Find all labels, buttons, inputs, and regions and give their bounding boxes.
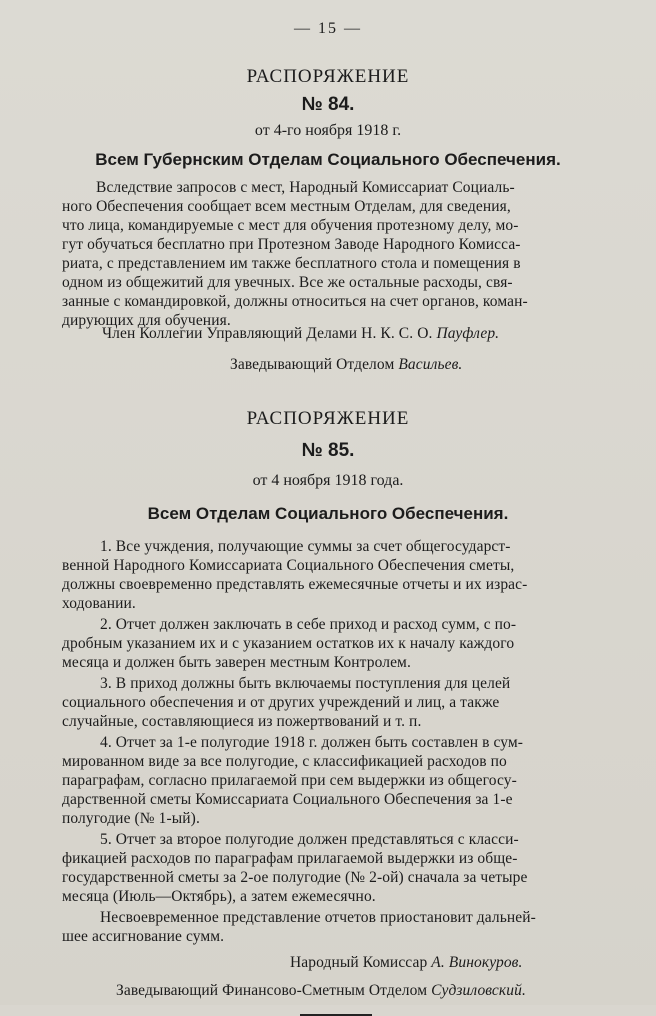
body-line: ного Обеспечения сообщает всем местным Отделам, для сведения,	[62, 198, 511, 215]
order84-number: № 84.	[301, 94, 355, 115]
body-line: что лица, командируемые с мест для обучения протезному делу, мо-	[62, 217, 519, 234]
order84-title: РАСПОРЯЖЕНИЕ	[246, 66, 410, 87]
order85-signature-2	[116, 982, 526, 1000]
body-line: параграфам, согласно прилагаемой при сем выдержки из общегосу-	[62, 772, 517, 789]
signature-name: Васильев.	[398, 356, 463, 373]
signature-name: Судзиловский.	[431, 982, 526, 999]
body-line: случайные, составляющиеся из пожертвований и т. п.	[62, 713, 422, 730]
body-line: Вследствие запросов с мест, Народный Комиссариат Социаль-	[96, 179, 515, 196]
body-line: месяца и должен быть заверен местным Контролем.	[62, 654, 411, 671]
order84-date: от 4-го ноября 1918 г.	[254, 122, 402, 139]
body-line: фикацией расходов по параграфам прилагаемой выдержки из обще-	[62, 850, 518, 867]
order84-addressee: Всем Губернским Отделам Социального Обеспечения.	[95, 150, 561, 169]
body-line: занные с командировкой, должны относиться на счет органов, коман-	[62, 293, 528, 310]
body-line: мированном виде за все полугодие, с классификацией расходов по	[62, 753, 507, 770]
signature-title: Заведывающий Финансово-Сметным Отделом	[116, 982, 428, 999]
body-line: ходовании.	[62, 595, 136, 612]
signature-name: Пауфлер.	[436, 325, 500, 342]
body-line: риата, с представлением им также бесплатного стола и помещения в	[62, 255, 521, 272]
body-line: Несвоевременное представление отчетов приостановит дальней-	[100, 909, 536, 926]
body-line: гут обучаться бесплатно при Протезном Заводе Народного Комисса-	[62, 236, 521, 253]
body-line: должны своевременно представлять ежемесячные отчеты и их израс-	[62, 576, 528, 593]
body-line: государственной сметы за 2-ое полугодие (№ 2-ой) сначала за четыре	[62, 869, 528, 886]
body-line: месяца (Июль—Октябрь), а затем ежемесячно.	[62, 888, 376, 905]
body-line: 5. Отчет за второе полугодие должен представляться с класси-	[100, 831, 519, 848]
body-line: венной Народного Комиссариата Социального Обеспечения сметы,	[62, 557, 515, 574]
body-line: полугодие (№ 1-ый).	[62, 810, 200, 827]
body-line: 3. В приход должны быть включаемы поступления для целей	[100, 675, 511, 692]
order84-signature-2	[230, 356, 462, 374]
order85-title: РАСПОРЯЖЕНИЕ	[246, 408, 410, 429]
page-number: — 15 —	[294, 20, 362, 37]
body-line: дробным указанием их и с указанием остатков их к началу каждого	[62, 635, 515, 652]
body-line: дарственной сметы Комиссариата Социального Обеспечения за 1-е	[62, 791, 513, 808]
signature-title: Заведывающий Отделом	[230, 356, 395, 373]
body-line: социального обеспечения и от других учреждений и лиц, а также	[62, 694, 500, 711]
order85-number: № 85.	[301, 440, 355, 461]
order85-signature-1	[290, 954, 523, 972]
body-line: 2. Отчет должен заключать в себе приход и расход сумм, с по-	[100, 616, 517, 633]
order85-date: от 4 ноября 1918 года.	[252, 472, 404, 489]
body-line: шее ассигнование сумм.	[62, 928, 225, 945]
body-line: одном из общежитий для увечных. Все же остальные расходы, свя-	[62, 274, 513, 291]
signature-name: А. Винокуров.	[431, 954, 523, 971]
body-line: 4. Отчет за 1-е полугодие 1918 г. должен быть составлен в сум-	[100, 734, 524, 751]
body-line: 1. Все учждения, получающие суммы за счет общегосударст-	[100, 538, 511, 555]
order84-signature-1	[102, 325, 499, 343]
order85-addressee: Всем Отделам Социального Обеспечения.	[147, 504, 509, 523]
signature-title: Народный Комиссар	[290, 954, 428, 971]
body-line: дирующих для обучения.	[62, 312, 231, 329]
signature-title: Член Коллегии Управляющий Делами Н. К. С. О.	[102, 325, 433, 342]
